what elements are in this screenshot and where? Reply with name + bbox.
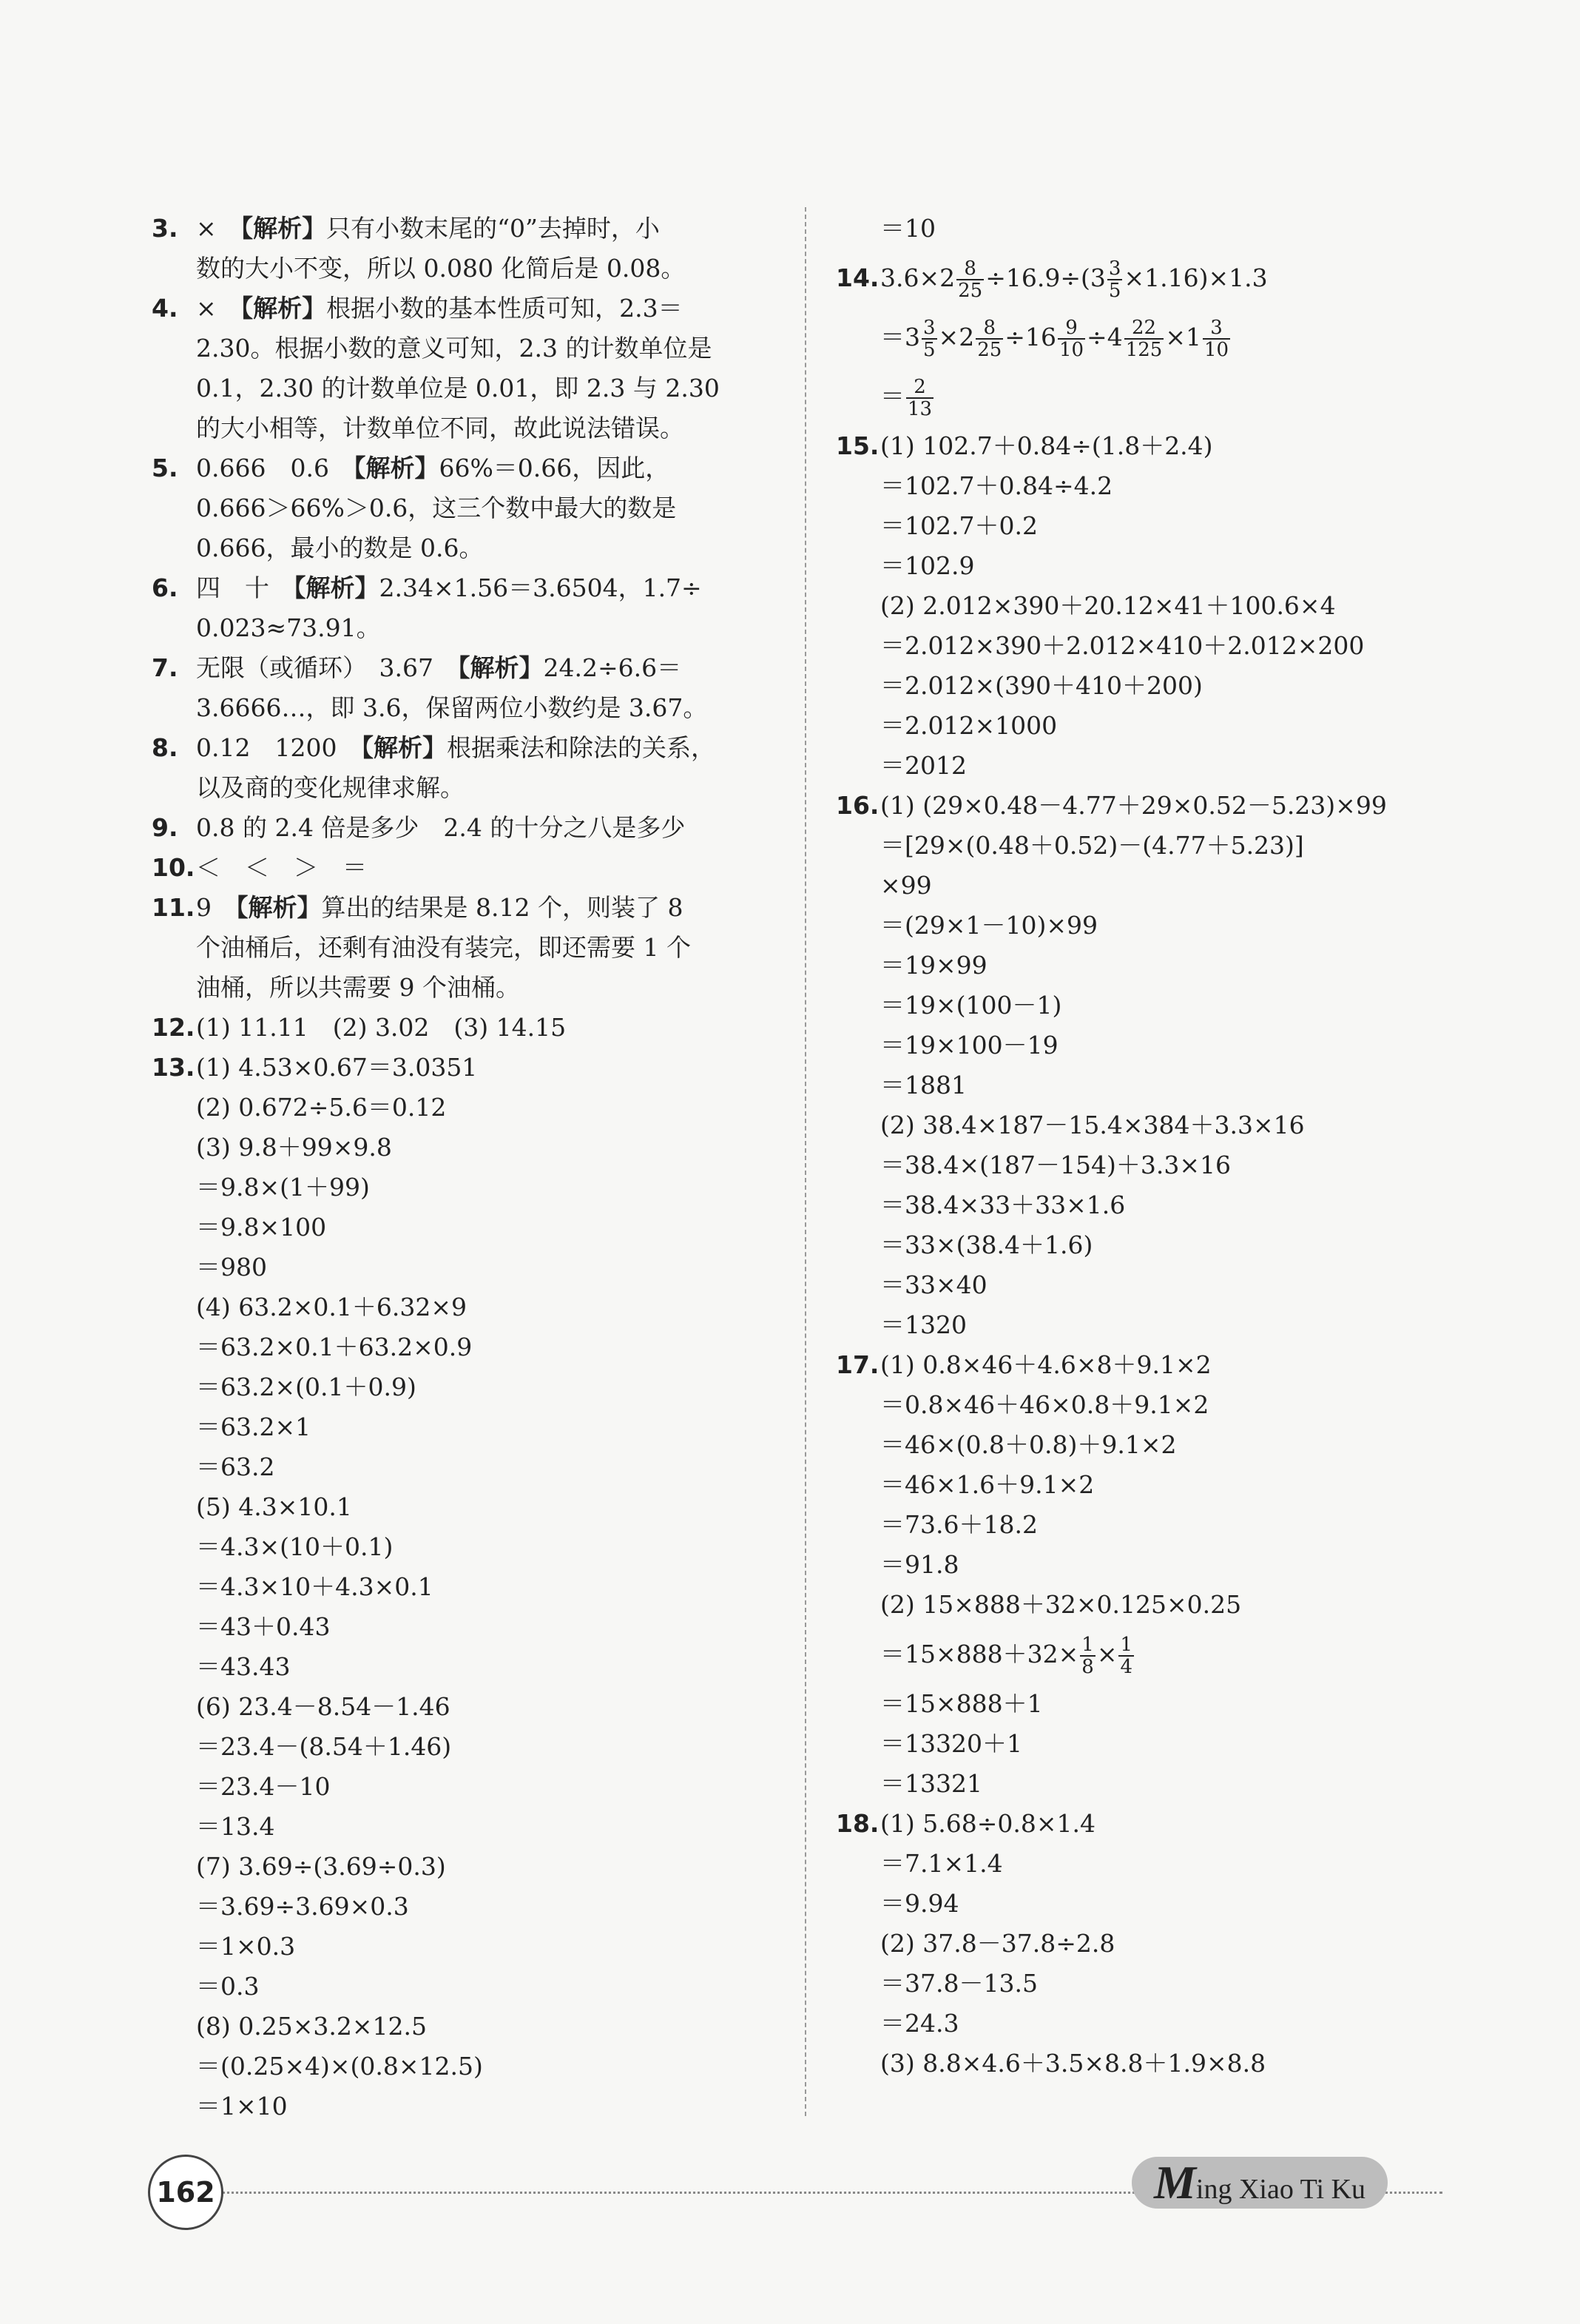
line-text: ＝1881 xyxy=(880,1071,967,1099)
brand-logo: Ming Xiao Ti Ku xyxy=(1132,2157,1388,2209)
question-line xyxy=(152,728,788,768)
line-text: ＝43.43 xyxy=(196,1652,291,1681)
text-line xyxy=(152,1927,788,1967)
text-line xyxy=(152,1407,788,1447)
text-line xyxy=(836,1585,1472,1625)
text-line xyxy=(152,1367,788,1407)
question-number: 4. xyxy=(152,294,178,323)
question-number: 16. xyxy=(836,791,880,820)
question-number: 11. xyxy=(152,893,195,922)
answer-text: × xyxy=(196,214,241,243)
text-line xyxy=(836,1265,1472,1305)
line-text: 个油桶后，还剩有油没有装完，即还需要 1 个 xyxy=(196,933,691,962)
text-line xyxy=(152,1807,788,1847)
text-line xyxy=(152,1847,788,1887)
text-line xyxy=(152,968,788,1008)
text-line xyxy=(836,946,1472,986)
right-list xyxy=(836,1684,1472,2084)
line-text: ＝2.012×1000 xyxy=(880,711,1058,740)
line-text: ＝9.8×100 xyxy=(196,1213,327,1242)
line-text: 油桶，所以共需要 9 个油桶。 xyxy=(196,973,520,1002)
text-line xyxy=(152,2086,788,2126)
text-line xyxy=(836,1545,1472,1585)
line-text: ＝1×0.3 xyxy=(196,1932,296,1961)
text-line xyxy=(152,2007,788,2047)
line-text: ＝9.8×(1＋99) xyxy=(196,1173,370,1202)
column-divider xyxy=(805,207,806,2116)
line-text: (1) 4.53×0.67＝3.0351 xyxy=(196,1053,478,1082)
text-line xyxy=(152,608,788,648)
text-line xyxy=(152,1767,788,1807)
text-line xyxy=(152,1647,788,1687)
right-list xyxy=(836,426,1472,1625)
question-number: 10. xyxy=(152,853,195,882)
line-text: (2) 2.012×390＋20.12×41＋100.6×4 xyxy=(880,591,1336,620)
text-line xyxy=(152,408,788,448)
line-text: ＝7.1×1.4 xyxy=(880,1849,1003,1878)
question-number: 13. xyxy=(152,1053,195,1082)
line-text: 0.666，最小的数是 0.6。 xyxy=(196,533,484,562)
fraction: $\frac{22}{125}$ xyxy=(1125,317,1163,361)
question-line xyxy=(152,568,788,608)
line-text: ＝63.2×1 xyxy=(196,1412,311,1441)
analysis-tag: 【解析】 xyxy=(240,214,327,243)
answer-text: × xyxy=(196,294,241,323)
line-text: 数的大小不变，所以 0.080 化简后是 0.08。 xyxy=(196,254,686,283)
text-line xyxy=(152,1168,788,1208)
line-text: ＝1320 xyxy=(880,1310,967,1339)
answer-text: 无限（或循环） 3.67 xyxy=(196,653,458,682)
line-text: ＝19×(100－1) xyxy=(880,991,1062,1020)
line-text: 0.1，2.30 的计数单位是 0.01，即 2.3 与 2.30 xyxy=(196,374,720,403)
text-line xyxy=(836,1684,1472,1724)
line-text: (2) 0.672÷5.6＝0.12 xyxy=(196,1093,447,1122)
line-text: ＝1×10 xyxy=(196,2092,288,2121)
line-text: ＝38.4×(187－154)＋3.3×16 xyxy=(880,1151,1231,1179)
line-text: 66%＝0.66，因此， xyxy=(439,454,670,482)
q14-line3: ＝ $\frac{2}{13}$ xyxy=(880,376,933,420)
text-line xyxy=(836,506,1472,546)
line-text: ＝38.4×33＋33×1.6 xyxy=(880,1190,1126,1219)
text-line xyxy=(152,329,788,368)
fraction: $\frac{3}{5}$ xyxy=(1108,257,1121,302)
line-text: (3) 8.8×4.6＋3.5×8.8＋1.9×8.8 xyxy=(880,2049,1266,2078)
line-text: (1) 11.11 (2) 3.02 (3) 14.15 xyxy=(196,1013,567,1042)
text-line xyxy=(836,1724,1472,1764)
text-line xyxy=(152,1607,788,1647)
text-line xyxy=(152,1088,788,1128)
line-text: ＝4.3×(10＋0.1) xyxy=(196,1532,394,1561)
line-text: ＝9.94 xyxy=(880,1889,959,1918)
text-line xyxy=(836,1185,1472,1225)
line-text: 0.8 的 2.4 倍是多少 2.4 的十分之八是多少 xyxy=(196,813,686,842)
fraction: $\frac{2}{13}$ xyxy=(908,376,933,420)
line-text: (2) 15×888＋32×0.125×0.25 xyxy=(880,1590,1242,1619)
line-text: 0.666＞66%＞0.6，这三个数中最大的数是 xyxy=(196,494,677,522)
q17-line: ＝15×888＋32× $\frac{1}{8}$ × $\frac{1}{4}$ xyxy=(880,1634,1133,1678)
analysis-tag: 【解析】 xyxy=(457,653,544,682)
text-line xyxy=(152,1887,788,1927)
text-line xyxy=(152,488,788,528)
q14-line2: ＝3 $\frac{3}{5}$ ×2 $\frac{8}{25}$ ÷16 $\frac{9}{10}$ ÷4 $\frac{22}{125}$ ×1 $\frac{3}{10}$ xyxy=(880,317,1229,361)
line-text: ＝63.2×(0.1＋0.9) xyxy=(196,1372,416,1401)
line-text: (6) 23.4－8.54－1.46 xyxy=(196,1692,450,1721)
line-text: (1) 0.8×46＋4.6×8＋9.1×2 xyxy=(880,1350,1212,1379)
fraction: $\frac{8}{25}$ xyxy=(958,257,983,302)
text-line xyxy=(836,1924,1472,1964)
line-text: (8) 0.25×3.2×12.5 xyxy=(196,2012,427,2041)
text-line xyxy=(836,746,1472,786)
line-text: 2.30。根据小数的意义可知，2.3 的计数单位是 xyxy=(196,334,712,363)
line-text: 算出的结果是 8.12 个，则装了 8 xyxy=(321,893,683,922)
text-line xyxy=(836,1105,1472,1145)
text-line xyxy=(836,706,1472,746)
text-line xyxy=(836,906,1472,946)
question-number: 7. xyxy=(152,653,178,682)
line-text: ＝91.8 xyxy=(880,1550,959,1579)
line-text: ＝(0.25×4)×(0.8×12.5) xyxy=(196,2052,483,2081)
text-line xyxy=(152,1247,788,1287)
page-number: 162 xyxy=(148,2155,223,2230)
text-line xyxy=(836,1065,1472,1105)
text-line xyxy=(152,768,788,808)
line-text: ＝33×(38.4＋1.6) xyxy=(880,1230,1093,1259)
line-text: ＝2012 xyxy=(880,751,967,780)
fraction: $\frac{3}{5}$ xyxy=(923,317,936,361)
left-column xyxy=(152,209,788,2126)
line-text: ＝37.8－13.5 xyxy=(880,1969,1038,1998)
text-line xyxy=(152,1727,788,1767)
fraction: $\frac{1}{8}$ xyxy=(1081,1634,1094,1678)
line-text: 的大小相等，计数单位不同，故此说法错误。 xyxy=(196,414,684,442)
line-text: ＝4.3×10＋4.3×0.1 xyxy=(196,1572,433,1601)
line-text: ＝13320＋1 xyxy=(880,1729,1022,1758)
text-line xyxy=(152,688,788,728)
line-text: ＝[29×(0.48＋0.52)－(4.77＋5.23)] xyxy=(880,831,1304,860)
fraction: $\frac{1}{4}$ xyxy=(1120,1634,1133,1678)
answer-text: 0.12 1200 xyxy=(196,733,362,762)
question-line xyxy=(836,426,1472,466)
line-text: ＝980 xyxy=(196,1253,267,1281)
line-text: 0.023≈73.91。 xyxy=(196,613,381,642)
line-text: ＝102.7＋0.84÷4.2 xyxy=(880,471,1113,500)
line-text: (2) 37.8－37.8÷2.8 xyxy=(880,1929,1115,1958)
line-text: ＝(29×1－10)×99 xyxy=(880,911,1098,940)
line-text: ＝19×100－19 xyxy=(880,1031,1059,1060)
text-line xyxy=(152,1208,788,1247)
text-line xyxy=(152,1487,788,1527)
text-line xyxy=(836,1465,1472,1505)
text-line xyxy=(152,1527,788,1567)
text-line xyxy=(836,1305,1472,1345)
line-text: ＝46×(0.8＋0.8)＋9.1×2 xyxy=(880,1430,1177,1459)
line-text: ＝102.7＋0.2 xyxy=(880,511,1038,540)
text-line xyxy=(836,1145,1472,1185)
text-line xyxy=(836,826,1472,866)
line-text: ＝33×40 xyxy=(880,1270,988,1299)
text-line xyxy=(836,2044,1472,2084)
fraction: $\frac{8}{25}$ xyxy=(977,317,1002,361)
line-text: ＝63.2 xyxy=(196,1452,275,1481)
line-text: ＝3.69÷3.69×0.3 xyxy=(196,1892,409,1921)
text-line xyxy=(836,1884,1472,1924)
line-text: ＝15×888＋1 xyxy=(880,1689,1043,1718)
text-line xyxy=(836,866,1472,906)
answer-text: 四 十 xyxy=(196,573,294,602)
text-line xyxy=(836,1964,1472,2004)
line-text: ＝2.012×(390＋410＋200) xyxy=(880,671,1203,700)
question-line xyxy=(836,1804,1472,1844)
q14-line1: 14.3.6×2 $\frac{8}{25}$ ÷16.9÷(3 $\frac{3}{5}$ ×1.16)×1.3 xyxy=(836,257,1268,302)
line-text: 24.2÷6.6＝ xyxy=(543,653,682,682)
analysis-tag: 【解析】 xyxy=(353,454,439,482)
text-line xyxy=(836,1025,1472,1065)
question-line xyxy=(836,786,1472,826)
text-line xyxy=(152,1447,788,1487)
line-text: 只有小数末尾的“0”去掉时，小 xyxy=(326,214,660,243)
question-line xyxy=(152,289,788,329)
text-line xyxy=(152,1567,788,1607)
line-text: ＝73.6＋18.2 xyxy=(880,1510,1038,1539)
question-number: 12. xyxy=(152,1013,195,1042)
text-line xyxy=(836,1764,1472,1804)
question-line xyxy=(152,848,788,888)
analysis-tag: 【解析】 xyxy=(294,573,379,602)
question-number: 3. xyxy=(152,214,178,243)
line-text: ＝24.3 xyxy=(880,2009,959,2038)
text-line xyxy=(836,466,1472,506)
line-text: (1) (29×0.48－4.77＋29×0.52－5.23)×99 xyxy=(880,791,1387,820)
fraction: $\frac{3}{10}$ xyxy=(1204,317,1229,361)
question-line xyxy=(152,648,788,688)
line-text: (5) 4.3×10.1 xyxy=(196,1492,352,1521)
question-number: 9. xyxy=(152,813,178,842)
question-number: 18. xyxy=(836,1809,880,1838)
question-number: 15. xyxy=(836,431,880,460)
question-number: 8. xyxy=(152,733,178,762)
text-line xyxy=(152,1967,788,2007)
line-text: ＝102.9 xyxy=(880,551,975,580)
line-text: 3.6666…，即 3.6，保留两位小数约是 3.67。 xyxy=(196,693,708,722)
question-line xyxy=(152,448,788,488)
line-text: ＝13321 xyxy=(880,1769,982,1798)
question-number: 6. xyxy=(152,573,178,602)
line-text: ＜ ＜ ＞ ＝ xyxy=(196,853,367,882)
text-line xyxy=(152,368,788,408)
fraction: $\frac{9}{10}$ xyxy=(1059,317,1084,361)
text-line xyxy=(836,586,1472,626)
text-line xyxy=(152,1327,788,1367)
line-text: 根据乘法和除法的关系， xyxy=(446,733,715,762)
text-line xyxy=(836,986,1472,1025)
text-line xyxy=(836,1505,1472,1545)
line-text: ＝43＋0.43 xyxy=(196,1612,331,1641)
answer-text: 9 xyxy=(196,893,236,922)
text-line: ＝10 xyxy=(880,214,936,243)
text-line xyxy=(836,626,1472,666)
line-text: ＝0.3 xyxy=(196,1972,260,2001)
question-number: 5. xyxy=(152,454,178,482)
question-line xyxy=(152,808,788,848)
line-text: (4) 63.2×0.1＋6.32×9 xyxy=(196,1293,467,1321)
text-line xyxy=(836,1425,1472,1465)
line-text: (1) 102.7＋0.84÷(1.8＋2.4) xyxy=(880,431,1213,460)
analysis-tag: 【解析】 xyxy=(240,294,327,323)
line-text: 根据小数的基本性质可知，2.3＝ xyxy=(326,294,683,323)
text-line xyxy=(836,2004,1472,2044)
text-line xyxy=(152,2047,788,2086)
line-text: (3) 9.8＋99×9.8 xyxy=(196,1133,392,1162)
question-line xyxy=(152,1048,788,1088)
line-text: ＝23.4－10 xyxy=(196,1772,331,1801)
text-line xyxy=(152,528,788,568)
text-line xyxy=(836,1225,1472,1265)
text-line xyxy=(836,1844,1472,1884)
line-text: (2) 38.4×187－15.4×384＋3.3×16 xyxy=(880,1111,1305,1139)
line-text: ＝46×1.6＋9.1×2 xyxy=(880,1470,1095,1499)
line-text: (7) 3.69÷(3.69÷0.3) xyxy=(196,1852,446,1881)
line-text: ＝19×99 xyxy=(880,951,988,980)
question-number: 17. xyxy=(836,1350,880,1379)
text-line xyxy=(152,1687,788,1727)
question-line xyxy=(152,209,788,249)
question-line xyxy=(152,1008,788,1048)
line-text: 以及商的变化规律求解。 xyxy=(196,773,465,802)
question-line xyxy=(836,1345,1472,1385)
text-line xyxy=(152,249,788,289)
line-text: 2.34×1.56＝3.6504，1.7÷ xyxy=(379,573,702,602)
text-line xyxy=(836,666,1472,706)
text-line xyxy=(152,1128,788,1168)
text-line xyxy=(836,546,1472,586)
line-text: ＝2.012×390＋2.012×410＋2.012×200 xyxy=(880,631,1365,660)
line-text: ＝13.4 xyxy=(196,1812,275,1841)
text-line xyxy=(152,1287,788,1327)
analysis-tag: 【解析】 xyxy=(361,733,447,762)
line-text: ×99 xyxy=(880,871,932,900)
right-column xyxy=(836,209,1472,2084)
text-line xyxy=(152,928,788,968)
answer-text: 0.666 0.6 xyxy=(196,454,354,482)
question-line xyxy=(152,888,788,928)
line-text: ＝23.4－(8.54＋1.46) xyxy=(196,1732,452,1761)
line-text: ＝0.8×46＋46×0.8＋9.1×2 xyxy=(880,1390,1209,1419)
text-line xyxy=(836,1385,1472,1425)
line-text: (1) 5.68÷0.8×1.4 xyxy=(880,1809,1095,1838)
analysis-tag: 【解析】 xyxy=(236,893,322,922)
line-text: ＝63.2×0.1＋63.2×0.9 xyxy=(196,1333,473,1361)
